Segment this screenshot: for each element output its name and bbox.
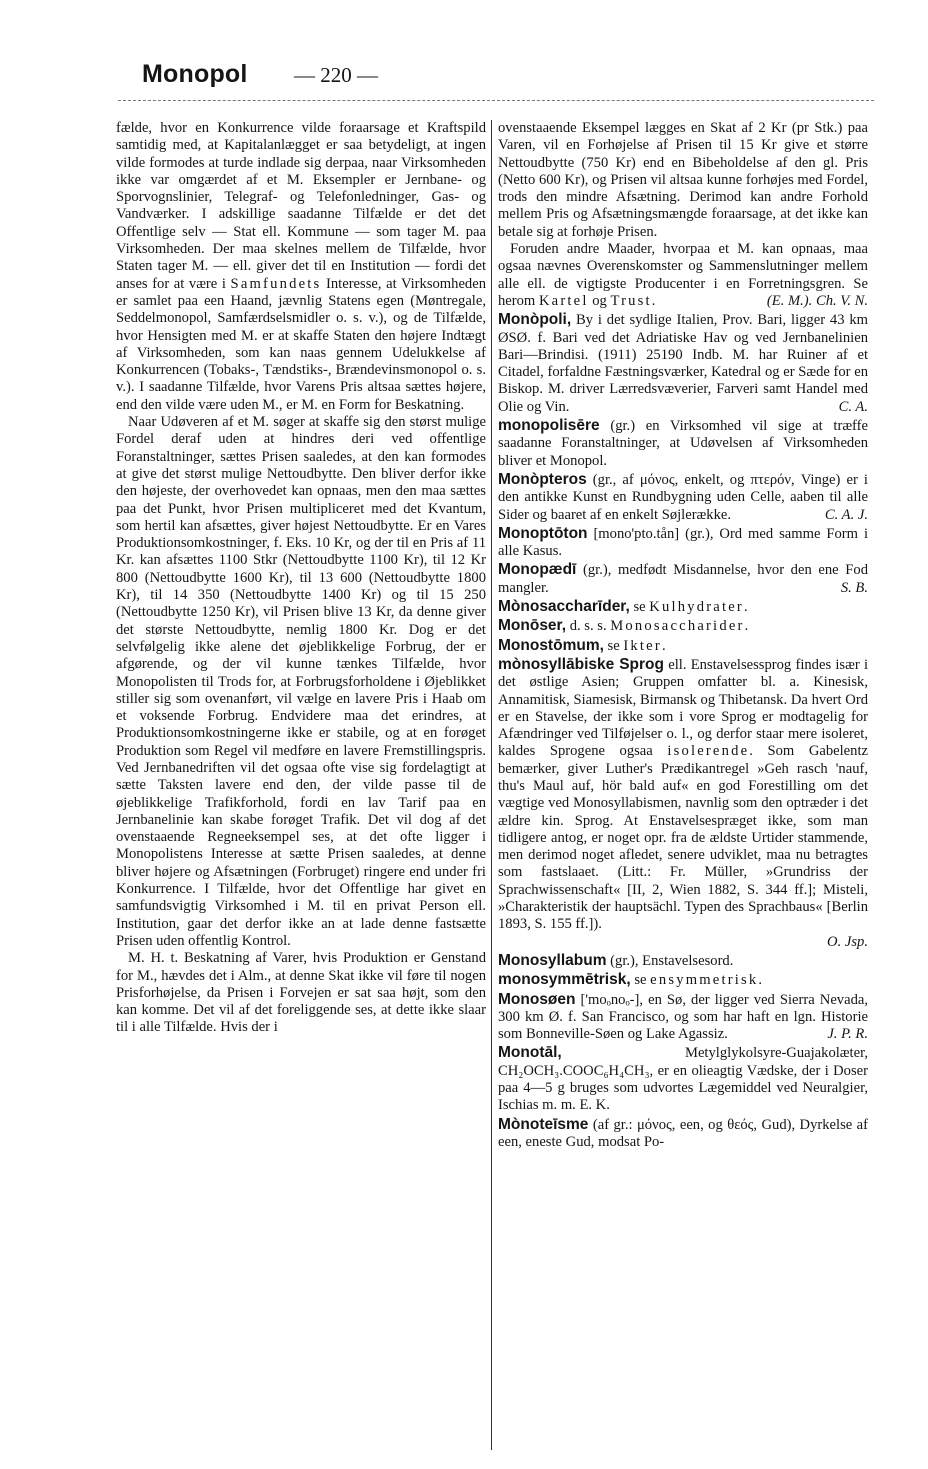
column-divider [491,120,492,1450]
headword: Monòpteros [498,470,587,488]
headword: mònosyllābiske Sprog [498,655,664,673]
dictionary-entry: Monopædī (gr.), medfødt Misdannelse, hvor den ene Fod mangler. S. B. [498,561,868,596]
headword: Monotāl, [498,1044,562,1062]
dictionary-entry: Mònosaccharīder, se Kulhydrater. [498,598,748,616]
header-rule [118,100,874,101]
headword: Monosøen [498,990,576,1008]
author-signature: (E. M.). Ch. V. N. [766,292,868,309]
headword: Mònoteīsme [498,1115,589,1133]
author-signature: C. A. J. [824,506,868,523]
headword: Monostōmum, [498,636,604,654]
dictionary-entry: Monoptōton [mono'pto.tån] (gr.), Ord med samme Form i alle Kasus. [498,524,868,560]
headword: Monoptōton [498,524,588,542]
dictionary-entry: Monostōmum, se Ikter. [498,636,666,654]
right-column [498,120,868,1450]
author-signature: C. A. [838,398,868,415]
headword: Mònosaccharīder, [498,598,630,616]
author-signature: O. Jsp. [827,933,868,950]
dictionary-entry: monopolisēre (gr.) en Virksomhed vil sige at træffe saadanne Foranstaltninger, at Udøvelsen af Virksomheden bliver et Monopol. [498,417,868,469]
page-title: Monopol [142,60,248,88]
page-number: — 220 — [294,63,378,87]
paragraph: fælde, hvor en Konkurrence vilde foraarsage et Kraftspild samtidig med, at Kapitalanlægget er saa betydeligt, at ingen vilde formodes at turde indlade sig derpaa, naar Virksomheden ikke var omgærdet af et M. Eksempler er Jernbane- og Sporvognslinier, Telegraf- og Telefonledninger, Gas- og Vandværker. I adskillige saadanne Tilfælde er det det Offentlige selv — Stat ell. Kommune — som tager M. paa Virksomheden. Der maa skelnes mellem de Tilfælde, hvor Staten tager M. — ell. giver det til en Institution — fordi det anses for at være i Samfundets Interesse, at Virksomheden er samlet paa een Haand, jævnlig Statens egen (Møntregale, Seddelmonopol, Samfærdselsmidler o. s. v.), og de Tilfælde, hvor Hensigten med M. er at skaffe Staten den højere Indtægt af Virksomheden, som kan naas gennem Udelukkelse af Konkurrencen (Tobaks-, Tændstiks-, Brændevinsmonopol o. s. v.). I saadanne Tilfælde, hvor Varens Pris altsaa sættes højere, end den vilde være uden M., er M. en Form for Beskatning. [116,120,486,413]
headword: Monosyllabum [498,951,607,969]
left-column [116,120,486,1450]
headword: Monopædī [498,561,577,579]
paragraph: ovenstaaende Eksempel lægges en Skat af 2 Kr (pr Stk.) paa Varen, vil en Forhøjelse af Prisen til 15 Kr give et større Nettoudbytte (750 Kr) end en Bibeholdelse af den gl. Pris (Netto 600 Kr), og Prisen vil altsaa kunne forhøjes med Fordel, trods den mindre Afsætning. Derimod kan andre Forhold mellem Pris og Afsætningsmængde foraarsage, at det ikke kan betale sig at forhøje Prisen. [498,120,868,240]
dictionary-entry: Monòpteros (gr., af μόνος, enkelt, og πτερόν, Vinge) er i den antikke Kunst en Rundbygning uden Celle, aaben til alle Sider og baaret af en enkelt Søjlerække. C. A. J. [498,470,868,523]
paragraph: M. H. t. Beskatning af Varer, hvis Produktion er Genstand for M., hævdes det i Alm., at denne Skat ikke vil føre til nogen Prisforhøjelse, da Prisen i Forvejen er sat saa højt, som den kan komme. Det vil af det foreliggende ses, at dette ikke slaar til i alle Tilfælde. Hvis der i [116,950,486,1036]
dictionary-entry: Monòpoli, By i det sydlige Italien, Prov. Bari, ligger 43 km ØSØ. f. Bari ved det Adriatiske Hav og ved Jernbanelinien Bari—Brindisi. (1911) 25190 Indb. M. har Ruiner af et Citadel, forfaldne Fæstningsværker, Katedral og er Sæde for en Biskop. M. driver Lærredsvæverier, Farveri samt Handel med Olie og Vin. C. A. [498,311,868,415]
headword: monosymmētrisk, [498,971,631,989]
headword: monopolisēre [498,417,600,435]
paragraph: Foruden andre Maader, hvorpaa et M. kan opnaas, maa ogsaa nævnes Overenskomster og Sammenslutninger mellem alle ell. de vigtigste Producenter i en Forretningsgren. Se herom Kartel og Trust. (E. M.). Ch. V. N. [498,241,868,309]
author-signature: S. B. [840,579,868,596]
dictionary-entry: Monotāl, Metylglykolsyre-Guajakolæter, CH₂OCH₃.COOC₆H₄CH₃, er en olieagtig Vædske, der i Doser paa 4—5 g bruges som udvortes Lægemiddel ved Neuralgier, Ischias m. m. E. K. [498,1044,868,1114]
paragraph: Naar Udøveren af et M. søger at skaffe sig den størst mulige Fordel deraf uden at hindres deri ved offentlige Foranstaltninger, sættes Prisen saaledes, at den kan formodes at give det størst mulige Nettoudbytte. Den bliver derfor ikke den højeste, der overhovedet kan opnaas, men den maa sættes paa det Punkt, hvor Prisen multipliceret med det Kvantum, som hertil kan afsættes, giver højest Nettoudbytte. Er en Vares Produktionsomkostninger, f. Eks. 10 Kr, og der til en Pris af 11 Kr. kan afsættes 1100 Stkr (Nettoudbytte 1100 Kr), til 12 Kr 800 (Nettoudbytte 1600 Kr), til 13 600 (Nettoudbytte 1800 Kr), til 14 350 (Nettoudbytte 1400 Kr) og til 15 250 (Nettoudbytte 1250 Kr), vil Prisen blive 13 Kr, da denne giver det største Nettoudbytte, nemlig 1800 Kr. Dog er det selvfølgelig ikke alene det øjeblikkelige Forbrug, der er afgørende, og der vil kunne tænkes Tilfælde, hvor Monopolisten til Trods for, at Forbrugsforholdene i Øjeblikket stiller sig som ovenanført, vil vælge en lavere Pris i Haab om et voksende Forbrug. Endvidere maa det erindres, at Produktionsomkostningerne ikke er stabile, og at en forøget Produktion som Regel vil medføre en lavere Fremstillingspris. Ved Jernbanedriften vil det ogsaa ofte vise sig fordelagtigt at sætte Taksten lavere end den, der vilde passe til de øjeblikkelige Trafikforhold, fordi en lav Tarif paa en Jernbanelinie kan skabe forøget Trafik. Det vil dog af det ovenstaaende Regneeksempel ses, at det ofte ligger i Monopolistens Interesse at sætte Prisen saaledes, at denne bliver højere og Afsætningen (Forbruget) ringere end under fri Konkurrence. I Tilfælde, hvor det Offentlige har givet en samfundsvigtig Virksomhed i M. til en privat Person ell. Institution, gaar det derfor ikke an at lade denne fastsætte Prisen uden offentlig Kontrol. [116,414,486,949]
dictionary-entry: monosymmētrisk, se ensymmetrisk. [498,971,763,989]
dictionary-entry: Monōser, d. s. s. Monosaccharider. [498,617,749,635]
dictionary-entry: Monosyllabum (gr.), Enstavelsesord. [498,951,734,969]
author-signature: J. P. R. [827,1026,868,1043]
dictionary-entry: Mònoteīsme (af gr.: μόνος, een, og θεός, Gud), Dyrkelse af een, eneste Gud, modsat Po- [498,1115,868,1150]
headword: Monòpoli, [498,311,572,329]
headword: Monōser, [498,617,567,635]
dictionary-entry: Monosøen ['moₒnoₒ-], en Sø, der ligger ved Sierra Nevada, 300 km Ø. f. San Francisco, og som har haft en lgn. Historie som Bonneville-Søen og Lake Agassiz. J. P. R. [498,990,868,1043]
dictionary-entry: mònosyllābiske Sprog ell. Enstavelsessprog findes især i det østlige Asien; Gruppen omfatter bl. a. Kinesisk, Annamitisk, Siamesisk, Birmansk og Thibetansk. Da hvert Ord er en Stavelse, der ikke som i vore Sprog er modtagelig for Afændringer ved Tilføjelser o. l., og derfor staar mere isoleret, kaldes Sprogene ogsaa isolerende. Som Gabelentz bemærker, giver Luther's Prædikantregel »Geh rasch 'nauf, thu's Maul auf, hör bald auf« en god Forestilling om det vægtige ved Monosyllabismen, navnlig som den optræder i det ældre kin. Sprog. At Enstavelsespræget ikke, som man tidligere antog, er noget opr. fra de ældste Urtider stammende, men derimod noget afledet, senere udviklet, maa nu betragtes som fastslaaet. (Litt.: Fr. Müller, »Grundriss der Sprachwissenschaft« [II, 2, Wien 1882, S. 344 ff.]; Misteli, »Charakteristik der hauptsächl. Typen des Sprachbaus« [Berlin 1893, S. 155 ff.]). [498,655,868,933]
